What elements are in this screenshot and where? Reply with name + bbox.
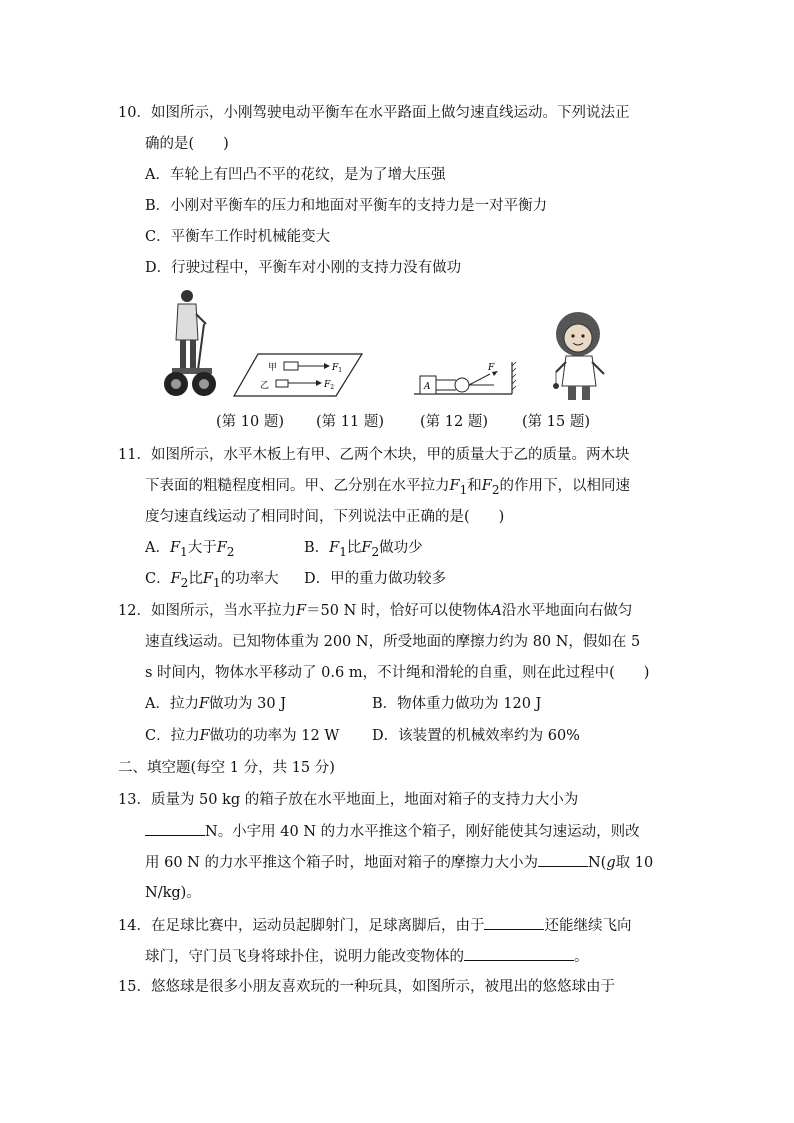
caption-figure-12: (第 12 题) xyxy=(420,414,488,430)
caption-figure-11: (第 11 题) xyxy=(316,414,384,430)
q10-line-2: 确的是( ) xyxy=(145,136,229,152)
section-fill-in-heading: 二、填空题(每空 1 分，共 15 分) xyxy=(118,760,335,776)
q11-option-d: D．甲的重力做功较多 xyxy=(304,571,447,587)
figure-10-balance-scooter xyxy=(160,288,220,400)
q12-option-d: D．该装置的机械效率约为 60% xyxy=(372,728,580,744)
q13-blank-2[interactable] xyxy=(538,852,588,867)
q11-line-1: 11．如图所示，水平木板上有甲、乙两个木块，甲的质量大于乙的质量。两木块 xyxy=(118,447,630,463)
q11-line-2: 下表面的粗糙程度相同。甲、乙分别在水平拉力$F_1$和$F_2$的作用下，以相同速 xyxy=(145,478,630,497)
q10-option-b: B．小刚对平衡车的压力和地面对平衡车的支持力是一对平衡力 xyxy=(145,198,548,214)
figure-15-child-yoyo xyxy=(544,310,616,402)
q10-line-1: 10．如图所示，小刚驾驶电动平衡车在水平路面上做匀速直线运动。下列说法正 xyxy=(118,105,630,121)
q13-line-1: 13．质量为 50 kg 的箱子放在水平地面上，地面对箱子的支持力大小为 xyxy=(118,792,579,808)
q11-line-3: 度匀速直线运动了相同时间，下列说法中正确的是( ) xyxy=(145,509,505,525)
figure-11-label-jia: 甲 xyxy=(268,363,278,373)
figure-11-label-f2: $F_2$ xyxy=(324,380,335,391)
q10-option-d: D．行驶过程中，平衡车对小刚的支持力没有做功 xyxy=(145,260,462,276)
caption-figure-10: (第 10 题) xyxy=(216,414,284,430)
q14-blank-2[interactable] xyxy=(464,946,574,961)
figure-12-pulley-block xyxy=(412,358,518,400)
q14-line-2: 球门，守门员飞身将球扑住，说明力能改变物体的 。 xyxy=(145,946,589,967)
q11-option-c: C．$F_2$比$F_1$的功率大 xyxy=(145,571,279,590)
q13-line-2: N。小宇用 40 N 的力水平推这个箱子，刚好能使其匀速运动，则改 xyxy=(145,821,640,842)
figure-11-label-yi: 乙 xyxy=(260,381,270,391)
q12-line-3: s 时间内，物体水平移动了 0.6 m，不计绳和滑轮的自重，则在此过程中( ) xyxy=(145,665,650,681)
q12-option-a: A．拉力F做功为 30 J xyxy=(145,696,287,712)
q13-line-4: N/kg)。 xyxy=(145,885,201,901)
q10-option-c: C．平衡车工作时机械能变大 xyxy=(145,229,331,245)
figure-11-label-f1: $F_1$ xyxy=(332,363,343,374)
figure-11-blocks-on-board xyxy=(232,352,364,400)
q12-line-2: 速直线运动。已知物体重为 200 N，所受地面的摩擦力约为 80 N，假如在 5 xyxy=(145,634,641,650)
q15-line-1: 15．悠悠球是很多小朋友喜欢玩的一种玩具，如图所示，被甩出的悠悠球由于 xyxy=(118,979,615,995)
figure-12-label-a: A xyxy=(424,382,431,392)
q14-blank-1[interactable] xyxy=(484,915,544,930)
figure-12-label-f: F xyxy=(488,363,495,373)
q12-option-c: C．拉力F做功的功率为 12 W xyxy=(145,728,340,744)
q14-line-1: 14．在足球比赛中，运动员起脚射门，足球离脚后，由于 还能继续飞向 xyxy=(118,915,631,936)
q12-option-b: B．物体重力做功为 120 J xyxy=(372,696,542,712)
q12-line-1: 12．如图所示，当水平拉力F＝50 N 时，恰好可以使物体A沿水平地面向右做匀 xyxy=(118,603,633,619)
q13-blank-1[interactable] xyxy=(145,821,205,836)
caption-figure-15: (第 15 题) xyxy=(522,414,590,430)
q11-option-b: B．$F_1$比$F_2$做功少 xyxy=(304,540,423,559)
q10-option-a: A．车轮上有凹凸不平的花纹，是为了增大压强 xyxy=(145,167,446,183)
q11-option-a: A．$F_1$大于$F_2$ xyxy=(145,540,235,559)
q13-line-3: 用 60 N 的力水平推这个箱子时，地面对箱子的摩擦力大小为 N(g取 10 xyxy=(145,852,653,873)
